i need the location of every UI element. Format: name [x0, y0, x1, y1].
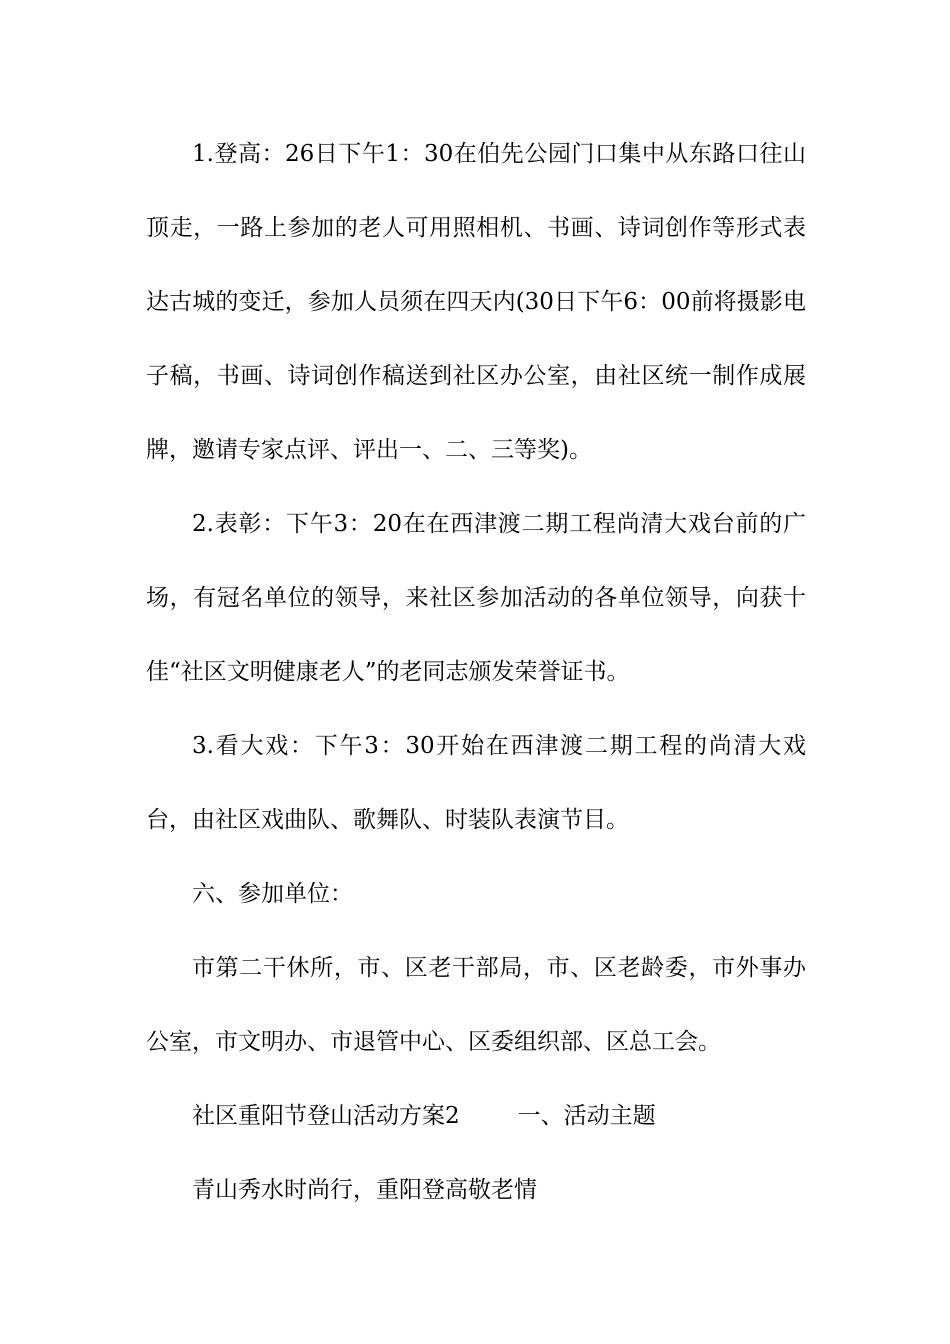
paragraph-participants: 市第二干休所，市、区老干部局，市、区老龄委，市外事办公室，市文明办、市退管中心、区委组织部、区总工会。 [146, 955, 806, 1055]
paragraph-commendation: 2.表彰：下午3：20在在西津渡二期工程尚清大戏台前的广场，有冠名单位的领导，来社区参加活动的各单位领导，向获十佳“社区文明健康老人”的老同志颁发荣誉证书。 [146, 511, 806, 685]
theme-line: 青山秀水时尚行，重阳登高敬老情 [192, 1177, 537, 1203]
paragraph-climbing: 1.登高：26日下午1：30在伯先公园门口集中从东路口往山顶走，一路上参加的老人可用照相机、书画、诗词创作等形式表达古城的变迁，参加人员须在四天内(30日下午6：00前将摄影电子稿，书画、诗词创作稿送到社区办公室，由社区统一制作成展牌，邀请专家点评、评出一、二、三等奖)。 [146, 141, 806, 463]
section-participants-heading: 六、参加单位： [192, 881, 353, 907]
theme-heading: 一、活动主题 [517, 1103, 656, 1129]
section-title-line [146, 1079, 656, 1153]
plan-title: 社区重阳节登山活动方案2 [192, 1103, 460, 1129]
paragraph-opera: 3.看大戏：下午3：30开始在西津渡二期工程的尚清大戏台，由社区戏曲队、歌舞队、时装队表演节目。 [146, 733, 806, 833]
